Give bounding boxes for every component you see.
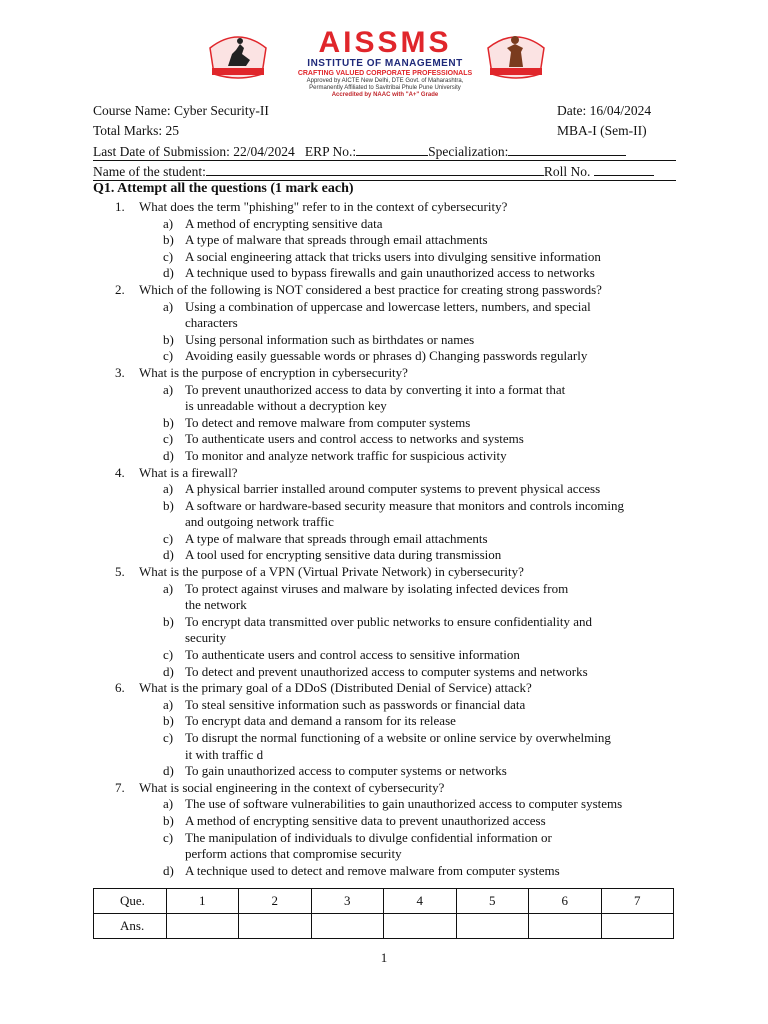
answer-option: [93, 547, 676, 564]
answer-option: [93, 448, 676, 465]
institute-name: INSTITUTE OF MANAGEMENT: [307, 58, 463, 69]
answer-option: [93, 415, 676, 432]
question-text: What is the primary goal of a DDoS (Distributed Denial of Service) attack?: [139, 680, 532, 696]
option-text: To steal sensitive information such as passwords or financial data: [185, 696, 526, 712]
answer-option: [93, 249, 676, 266]
option-label: b): [163, 497, 174, 513]
option-label: a): [163, 696, 174, 712]
option-label: b): [163, 232, 174, 248]
answer-table-question: 7: [601, 889, 674, 914]
institute-logo: [270, 28, 500, 99]
option-label: c): [163, 248, 174, 264]
answer-option: [93, 299, 676, 332]
answer-option: [93, 265, 676, 282]
option-label: b): [163, 331, 174, 347]
option-label: a): [163, 381, 174, 397]
answer-option: [93, 614, 676, 647]
accreditation-line: Accredited by NAAC with "A+" Grade: [331, 92, 439, 98]
answer-option: [93, 481, 676, 498]
answer-table-label: Ans.: [94, 914, 167, 939]
page-number: 1: [380, 950, 388, 965]
option-text: characters: [185, 315, 238, 331]
option-label: b): [163, 713, 174, 729]
answer-cell[interactable]: [601, 914, 674, 939]
question-number: 2.: [115, 281, 125, 297]
answer-table-row-questions: [94, 889, 674, 914]
answer-option: [93, 830, 676, 863]
option-text: To authenticate users and control access to networks and systems: [185, 431, 524, 447]
option-text: Using a combination of uppercase and lowercase letters, numbers, and special: [185, 298, 591, 314]
answer-option: [93, 730, 676, 763]
option-label: d): [163, 663, 174, 679]
option-text: To protect against viruses and malware by isolating infected devices from: [185, 580, 569, 596]
info-row-submission: [93, 141, 676, 162]
option-label: b): [163, 812, 174, 828]
answer-option: [93, 531, 676, 548]
answer-cell[interactable]: [166, 914, 239, 939]
option-text: A social engineering attack that tricks users into divulging sensitive information: [185, 248, 601, 264]
option-label: a): [163, 580, 174, 596]
answer-option: [93, 664, 676, 681]
option-text: To encrypt data transmitted over public networks to ensure confidentiality and: [185, 613, 593, 629]
answer-cell[interactable]: [384, 914, 457, 939]
option-label: d): [163, 447, 174, 463]
affiliation-line: Permanently Affiliated to Savitribai Phule Pune University: [309, 85, 461, 91]
answer-option: [93, 431, 676, 448]
specialization-label: Specialization:: [428, 144, 509, 159]
answer-option: [93, 713, 676, 730]
answer-cell[interactable]: [529, 914, 602, 939]
question-item: [93, 780, 676, 797]
answer-table-question: 1: [166, 889, 239, 914]
statue-emblem-icon: [206, 30, 270, 80]
answer-option: [93, 763, 676, 780]
institute-header: [0, 0, 768, 100]
question-number: 7.: [115, 779, 125, 795]
question-number: 5.: [115, 564, 125, 580]
answer-table-label: Que.: [94, 889, 167, 914]
answer-option: [93, 498, 676, 531]
question-item: [93, 282, 676, 299]
question-item: [93, 365, 676, 382]
question-item: [93, 680, 676, 697]
info-row-marks: [93, 121, 676, 141]
option-label: a): [163, 298, 174, 314]
option-label: c): [163, 647, 174, 663]
option-label: d): [163, 265, 174, 281]
option-text: To encrypt data and demand a ransom for its release: [185, 713, 456, 729]
option-text: A software or hardware-based security measure that monitors and controls incoming: [185, 497, 624, 513]
option-text: the network: [185, 597, 247, 613]
option-label: b): [163, 414, 174, 430]
erp-label: ERP No.:: [304, 144, 357, 159]
option-text: is unreadable without a decryption key: [185, 398, 387, 414]
answer-option: [93, 796, 676, 813]
option-label: a): [163, 796, 174, 812]
answer-table-question: 3: [311, 889, 384, 914]
option-text: The manipulation of individuals to divulge confidential information or: [185, 829, 552, 845]
option-text: To gain unauthorized access to computer systems or networks: [185, 763, 507, 779]
option-text: The use of software vulnerabilities to gain unauthorized access to computer systems: [185, 796, 623, 812]
submission-date: Last Date of Submission: 22/04/2024: [93, 144, 295, 159]
question-item: [93, 199, 676, 216]
option-text: A physical barrier installed around computer systems to prevent physical access: [185, 481, 601, 497]
course-name: Course Name: Cyber Security-II: [93, 103, 269, 118]
answer-table-question: 5: [456, 889, 529, 914]
answer-option: [93, 232, 676, 249]
student-name-field[interactable]: [206, 161, 544, 176]
answer-option: [93, 813, 676, 830]
option-text: A method of encrypting sensitive data to prevent unauthorized access: [185, 812, 546, 828]
option-text: security: [185, 630, 227, 646]
program-name: MBA-I (Sem-II): [557, 123, 647, 138]
question-number: 1.: [115, 199, 125, 214]
option-text: perform actions that compromise security: [185, 846, 402, 862]
question-number: 6.: [115, 680, 125, 696]
option-label: c): [163, 730, 174, 745]
option-label: b): [163, 613, 174, 629]
answer-option: [93, 647, 676, 664]
option-text: and outgoing network traffic: [185, 514, 334, 530]
option-text: Avoiding easily guessable words or phrases d) Changing passwords regularly: [185, 348, 588, 364]
brand-name: AISSMS: [318, 26, 452, 59]
erp-field[interactable]: [356, 141, 428, 156]
question-text: What is social engineering in the context of cybersecurity?: [139, 779, 445, 795]
question-list: [93, 199, 676, 879]
option-text: A technique used to bypass firewalls and gain unauthorized access to networks: [185, 265, 595, 281]
question-text: What is a firewall?: [139, 464, 238, 480]
option-text: A tool used for encrypting sensitive data during transmission: [185, 547, 502, 563]
option-label: d): [163, 862, 174, 878]
option-text: A type of malware that spreads through email attachments: [185, 232, 488, 248]
answer-table-question: 2: [239, 889, 312, 914]
question-number: 4.: [115, 464, 125, 480]
answer-option: [93, 863, 676, 880]
answer-option: [93, 581, 676, 614]
answer-cell[interactable]: [311, 914, 384, 939]
roll-label: Roll No.: [543, 164, 591, 179]
question-text: What is the purpose of a VPN (Virtual Private Network) in cybersecurity?: [139, 564, 524, 580]
option-text: To detect and prevent unauthorized access to computer systems and networks: [185, 663, 588, 679]
option-label: a): [163, 481, 174, 497]
answer-cell[interactable]: [456, 914, 529, 939]
question-item: [93, 465, 676, 482]
option-label: c): [163, 348, 174, 364]
answer-option: [93, 697, 676, 714]
option-text: A type of malware that spreads through email attachments: [185, 530, 488, 546]
answer-option: [93, 348, 676, 365]
question-text: What does the term "phishing" refer to in the context of cybersecurity?: [139, 199, 508, 214]
info-row-course: [93, 101, 676, 121]
option-text: To prevent unauthorized access to data by converting it into a format that: [185, 381, 566, 397]
total-marks: Total Marks: 25: [93, 123, 180, 138]
option-text: To monitor and analyze network traffic for suspicious activity: [185, 447, 507, 463]
question-number: 3.: [115, 364, 125, 380]
option-label: c): [163, 431, 174, 447]
question-text: What is the purpose of encryption in cybersecurity?: [139, 364, 408, 380]
answer-option: [93, 332, 676, 349]
answer-table: [93, 888, 674, 939]
info-row-student: [93, 161, 676, 182]
student-name-label: Name of the student:: [93, 164, 206, 179]
question-text: Which of the following is NOT considered a best practice for creating strong passwords?: [139, 281, 602, 297]
answer-table-question: 4: [384, 889, 457, 914]
option-label: c): [163, 530, 174, 546]
section-title: Q1. Attempt all the questions (1 mark each): [93, 181, 354, 196]
approval-line: Approved by AICTE New Delhi, DTE Govt. of Maharashtra,: [306, 78, 464, 84]
question-item: [93, 564, 676, 581]
option-text: it with traffic d: [185, 746, 264, 762]
option-label: d): [163, 547, 174, 563]
option-text: To authenticate users and control access to sensitive information: [185, 647, 520, 663]
option-label: d): [163, 763, 174, 779]
option-text: A technique used to detect and remove malware from computer systems: [185, 862, 560, 878]
exam-date: Date: 16/04/2024: [557, 103, 652, 118]
option-text: To detect and remove malware from computer systems: [185, 414, 471, 430]
answer-cell[interactable]: [239, 914, 312, 939]
roll-field[interactable]: [594, 161, 654, 176]
option-text: A method of encrypting sensitive data: [185, 215, 383, 231]
option-text: Using personal information such as birthdates or names: [185, 331, 475, 347]
answer-option: [93, 216, 676, 233]
option-label: a): [163, 215, 174, 231]
institute-tagline: CRAFTING VALUED CORPORATE PROFESSIONALS: [297, 70, 473, 77]
option-label: c): [163, 829, 174, 845]
answer-table-question: 6: [529, 889, 602, 914]
answer-table-row-answers: [94, 914, 674, 939]
specialization-field[interactable]: [508, 141, 626, 156]
answer-option: [93, 382, 676, 415]
option-text: To disrupt the normal functioning of a website or online service by overwhelming: [185, 730, 611, 745]
